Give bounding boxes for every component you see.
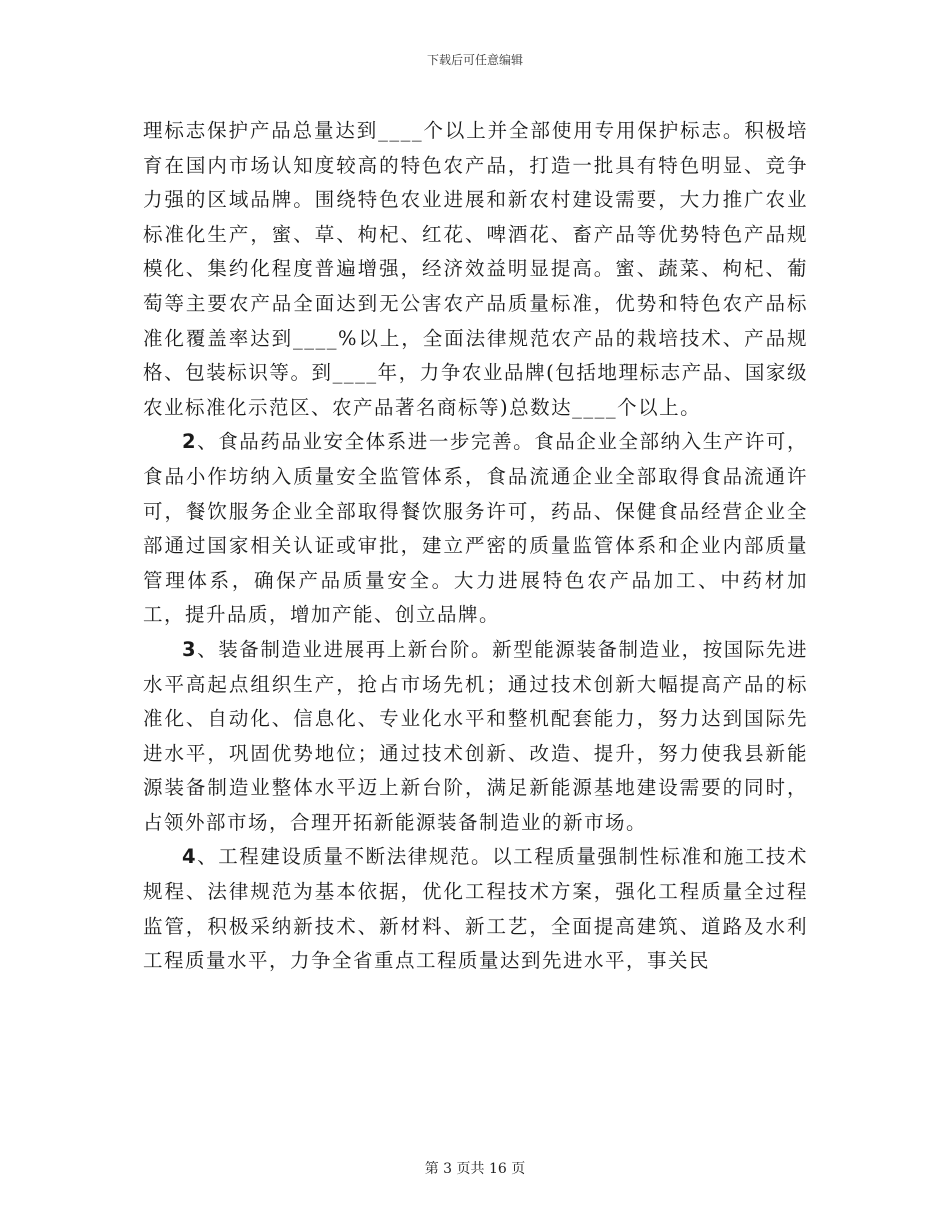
paragraph-continued [143, 114, 808, 425]
paragraph-text: 、食品药品业安全体系进一步完善。食品企业全部纳入生产许可，食品小作坊纳入质量安全监管体系，食品流通企业全部取得食品流通许可，餐饮服务企业全部取得餐饮服务许可，药品、保健食品经营企业全部通过国家相关认证或审批，建立严密的质量监管体系和企业内部质量管理体系，确保产品质量安全。大力进展特色农产品加工、中药材加工，提升品质，增加产能、创立品牌。 [143, 430, 808, 627]
page-number: 第 3 页共 16 页 [424, 1161, 526, 1177]
paragraph-number: 3 [182, 637, 198, 661]
paragraph-text: 理标志保护产品总量达到____个以上并全部使用专用保护标志。积极培育在国内市场认知度较高的特色农产品，打造一批具有特色明显、竞争力强的区域品牌。围绕特色农业进展和新农村建设需要，大力推广农业标准化生产，蜜、草、枸杞、红花、啤酒花、畜产品等优势特色产品规模化、集约化程度普遍增强，经济效益明显提高。蜜、蔬菜、枸杞、葡萄等主要农产品全面达到无公害农产品质量标准，优势和特色农产品标准化覆盖率达到____%以上，全面法律规范农产品的栽培技术、产品规格、包装标识等。到____年，力争农业品牌(包括地理标志产品、国家级农业标准化示范区、农产品著名商标等)总数达____个以上。 [143, 119, 808, 419]
paragraph-food-safety [143, 425, 808, 633]
paragraph-text: 、工程建设质量不断法律规范。以工程质量强制性标准和施工技术规程、法律规范为基本依据，优化工程技术方案，强化工程质量全过程监管，积极采纳新技术、新材料、新工艺，全面提高建筑、道路及水利工程质量水平，力争全省重点工程质量达到先进水平，事关民 [143, 845, 808, 973]
document-body [143, 114, 808, 979]
paragraph-number: 2 [182, 430, 198, 454]
page-header: 下载后可任意编辑 [426, 53, 523, 67]
paragraph-number: 4 [182, 845, 198, 869]
paragraph-equipment-manufacturing [143, 633, 808, 841]
paragraph-text: 、装备制造业进展再上新台阶。新型能源装备制造业，按国际先进水平高起点组织生产，抢占市场先机；通过技术创新大幅提高产品的标准化、自动化、信息化、专业化水平和整机配套能力，努力达到国际先进水平，巩固优势地位；通过技术创新、改造、提升，努力使我县新能源装备制造业整体水平迈上新台阶，满足新能源基地建设需要的同时，占领外部市场，合理开拓新能源装备制造业的新市场。 [143, 637, 808, 834]
paragraph-construction-quality [143, 840, 808, 978]
